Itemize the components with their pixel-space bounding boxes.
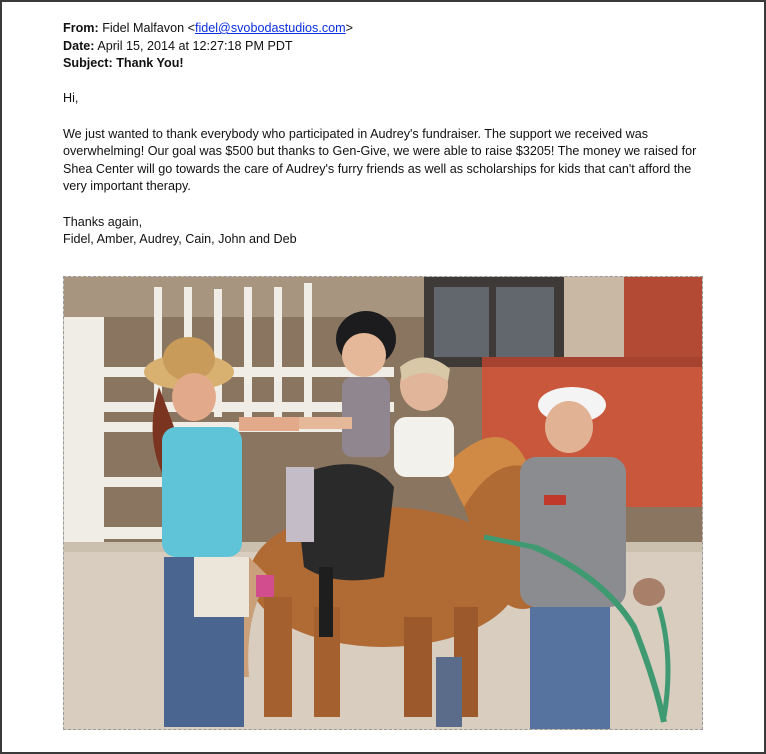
from-email-link[interactable]: fidel@svobodastudios.com: [194, 21, 346, 35]
photo-illustration: [64, 277, 702, 729]
from-label: From:: [63, 21, 99, 35]
signoff: Thanks again,: [63, 214, 143, 229]
from-line: From: Fidel Malfavon <fidel@svobodastudios.com>: [63, 21, 354, 35]
subject-value: Thank You!: [116, 56, 184, 71]
subject-label: Subject:: [63, 56, 113, 71]
signature: Fidel, Amber, Audrey, Cain, John and Deb: [63, 232, 297, 247]
hippotherapy-photo: [63, 276, 703, 730]
subject-line: [63, 55, 713, 73]
body-paragraph: We just wanted to thank everybody who participated in Audrey's fundraiser. The support we received was overwhelming! Our goal was $500 but thanks to Gen-Give, we were able to raise $3205! The money we raised for Shea Center will go towards the care of Audrey's furry friends as well as scholarships for kids that can't afford the very important therapy.: [63, 126, 697, 194]
email-message: [63, 20, 713, 249]
date-line: [63, 38, 713, 56]
date-value: April 15, 2014 at 12:27:18 PM PDT: [97, 38, 293, 53]
date-label: Date:: [63, 38, 95, 53]
greeting: Hi,: [63, 91, 79, 106]
from-name: Fidel Malfavon: [102, 21, 185, 35]
